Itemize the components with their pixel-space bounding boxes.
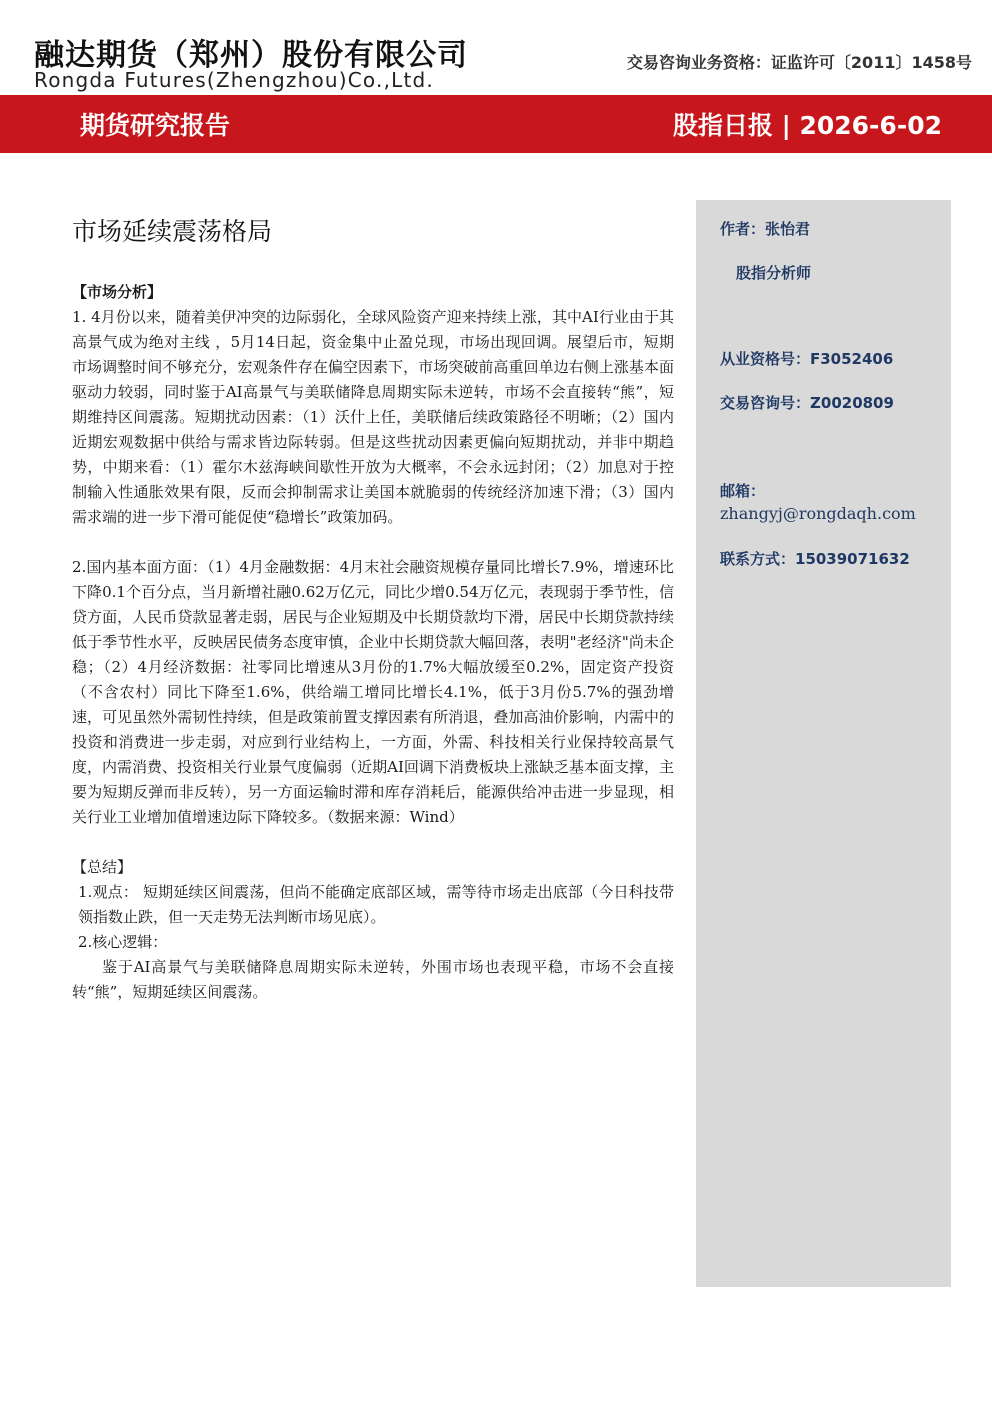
company-name-cn: 融达期货（郑州）股份有限公司	[34, 38, 468, 73]
analysis-heading: 【市场分析】	[72, 283, 163, 301]
contact-phone: 联系方式：15039071632	[720, 550, 910, 568]
analysis-paragraph-1: 1. 4月份以来，随着美伊冲突的边际弱化，全球风险资产迎来持续上涨，其中AI行业由于其高景气成为绝对主线 ，5月14日起，资金集中止盈兑现，市场出现回调。展望后市，短期市场调整时间不够充分，宏观条件存在偏空因素下，市场突破前高重回单边右侧上涨基本面驱动力较弱，同时鉴于AI高景气与美联储降息周期实际未逆转，市场不会直接转“熊”，短期维持区间震荡。短期扰动因素：（1）沃什上任，美联储后续政策路径不明晰；（2）国内近期宏观数据中供给与需求皆边际转弱。但是这些扰动因素更偏向短期扰动，并非中期趋势，中期来看：（1）霍尔木兹海峡间歇性开放为大概率，不会永远封闭；（2）加息对于控制输入性通胀效果有限，反而会抑制需求让美国本就脆弱的传统经济加速下滑；（3）国内需求端的进一步下滑可能促使“稳增长”政策加码。	[72, 308, 674, 526]
analysis-paragraph-2: 2.国内基本面方面：（1）4月金融数据：4月末社会融资规模存量同比增长7.9%，增速环比下降0.1个百分点，当月新增社融0.62万亿元，同比少增0.54万亿元，表现弱于季节性，信贷方面，人民币贷款显著走弱，居民与企业短期及中长期贷款均下滑，居民中长期贷款持续低于季节性水平，反映居民债务态度审慎，企业中长期贷款大幅回落，表明"老经济"尚未企稳；（2）4月经济数据：社零同比增速从3月份的1.7%大幅放缓至0.2%，固定资产投资（不含农村）同比下降至1.6%，供给端工增同比增长4.1%，低于3月份5.7%的强劲增速，可见虽然外需韧性持续，但是政策前置支撑因素有所消退，叠加高油价影响，内需中的投资和消费进一步走弱，对应到行业结构上，一方面，外需、科技相关行业保持较高景气度，内需消费、投资相关行业景气度偏弱（近期AI回调下消费板块上涨缺乏基本面支撑，主要为短期反弹而非反转），另一方面运输时滞和库存消耗后，能源供给冲击进一步显现，相关行业工业增加值增速边际下降较多。（数据来源：Wind）	[72, 558, 674, 826]
email-address[interactable]: zhangyj@rongdaqh.com	[720, 504, 916, 523]
report-date-title: 股指日报 | 2026-6-02	[672, 111, 942, 140]
summary-point-2-heading: 2.核心逻辑：	[78, 933, 168, 951]
email-label: 邮箱：	[720, 482, 766, 500]
consult-number: 交易咨询号：Z0020809	[720, 394, 894, 412]
author-name: 作者：张怡君	[720, 220, 811, 238]
author-sidebar	[696, 200, 951, 1287]
qualification-number: 从业资格号：F3052406	[720, 350, 894, 368]
company-name-en: Rongda Futures(Zhengzhou)Co.,Ltd.	[34, 68, 434, 92]
summary-heading: 【总结】	[72, 858, 133, 876]
report-banner	[0, 95, 992, 153]
summary-point-1: 1.观点： 短期延续区间震荡，但尚不能确定底部区域，需等待市场走出底部（今日科技带领指数止跌，但一天走势无法判断市场见底）。	[78, 883, 674, 926]
author-role: 股指分析师	[736, 264, 812, 282]
report-headline: 市场延续震荡格局	[72, 217, 273, 246]
report-type: 期货研究报告	[80, 111, 231, 140]
summary-point-2-body: 鉴于AI高景气与美联储降息周期实际未逆转，外围市场也表现平稳，市场不会直接转“熊”，短期延续区间震荡。	[72, 958, 674, 1001]
license-info: 交易咨询业务资格：证监许可〔2011〕1458号	[626, 53, 972, 72]
main-content	[72, 200, 674, 1005]
